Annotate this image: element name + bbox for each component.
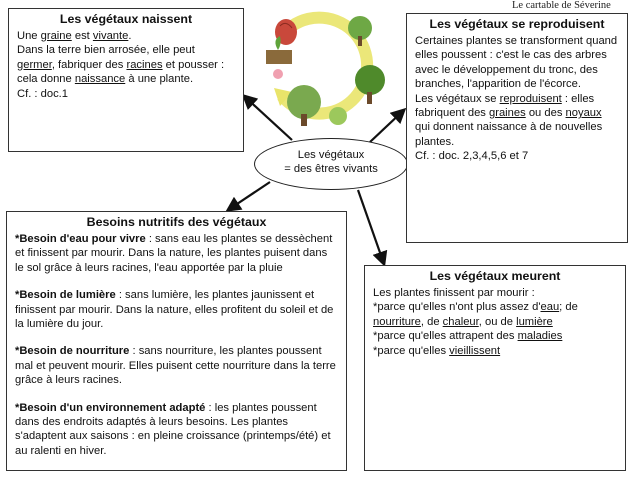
naissent-line-2: Dans la terre bien arrosée, elle peut	[17, 44, 195, 57]
center-node	[254, 138, 408, 190]
author-credit: Le cartable de Séverine	[512, 0, 611, 11]
reproduisent-paragraph-1: Certaines plantes se transforment quand elles poussent : c'est le cas des arbres avec le développement du tronc, des branches, l'apparition de l'écorce.	[415, 35, 618, 91]
box-vegetaux-naissent	[8, 8, 244, 152]
box-vegetaux-meurent	[364, 265, 626, 471]
naissent-line-1: Une graine est vivante.	[17, 30, 132, 42]
box-besoins-nutritifs	[6, 211, 347, 471]
reproduisent-reference: Cf. : doc. 2,3,4,5,6 et 7	[415, 150, 529, 163]
center-subtitle: = des êtres vivants	[284, 163, 378, 175]
reproduisent-title: Les végétaux se reproduisent	[429, 17, 605, 31]
meurent-line-1: Les plantes finissent par mourir :	[373, 287, 535, 299]
arrow-to-meurent	[358, 190, 384, 264]
reproduisent-paragraph-2: Les végétaux se reproduisent : elles fabriquent des graines ou des noyaux qui donnent naissance à de nouvelles plantes.	[415, 92, 603, 148]
naissent-line-3: germer, fabriquer des racines et pousser :	[17, 58, 225, 71]
meurent-line-4: *parce qu'elles vieillissent	[373, 344, 501, 357]
besoin-eau: *Besoin d'eau pour vivre : sans eau les plantes se dessèchent et finissent par mourir. Dans la nature, les plantes puisent dans le sol grâce à leurs racines, l'eau apportée par la pluie	[15, 233, 333, 274]
besoin-environnement: *Besoin d'un environnement adapté : les plantes poussent dans des endroits adaptés à leurs besoins. Les plantes s'adaptent aux saisons : en pleine croissance (printemps/été) et au ralenti en hiver.	[15, 401, 331, 457]
besoin-nourriture: *Besoin de nourriture : sans nourriture, les plantes poussent mal et peuvent mourir. Elles puisent cette nourriture dans la terre grâce à leurs racines.	[15, 345, 336, 387]
naissent-line-4: cela donne naissance à une plante.	[17, 73, 194, 86]
meurent-line-2: *parce qu'elles n'ont plus assez d'eau; de nourriture, de chaleur, ou de lumière	[373, 301, 578, 328]
box-vegetaux-reproduisent	[406, 13, 628, 243]
arrow-to-besoins	[228, 182, 270, 210]
arrow-to-naissent	[244, 96, 292, 140]
arrow-to-reproduisent	[370, 110, 404, 142]
besoin-lumiere: *Besoin de lumière : sans lumière, les plantes jaunissent et finissent par mourir. Dans la nature, elles profitent du soleil et de la lumière du jour.	[15, 289, 334, 331]
naissent-reference: Cf. : doc.1	[17, 87, 68, 100]
naissent-title: Les végétaux naissent	[59, 12, 193, 26]
meurent-title: Les végétaux meurent	[429, 269, 561, 283]
besoins-title: Besoins nutritifs des végétaux	[86, 215, 267, 229]
center-title: Les végétaux	[297, 149, 365, 161]
meurent-line-3: *parce qu'elles attrapent des maladies	[373, 330, 563, 343]
